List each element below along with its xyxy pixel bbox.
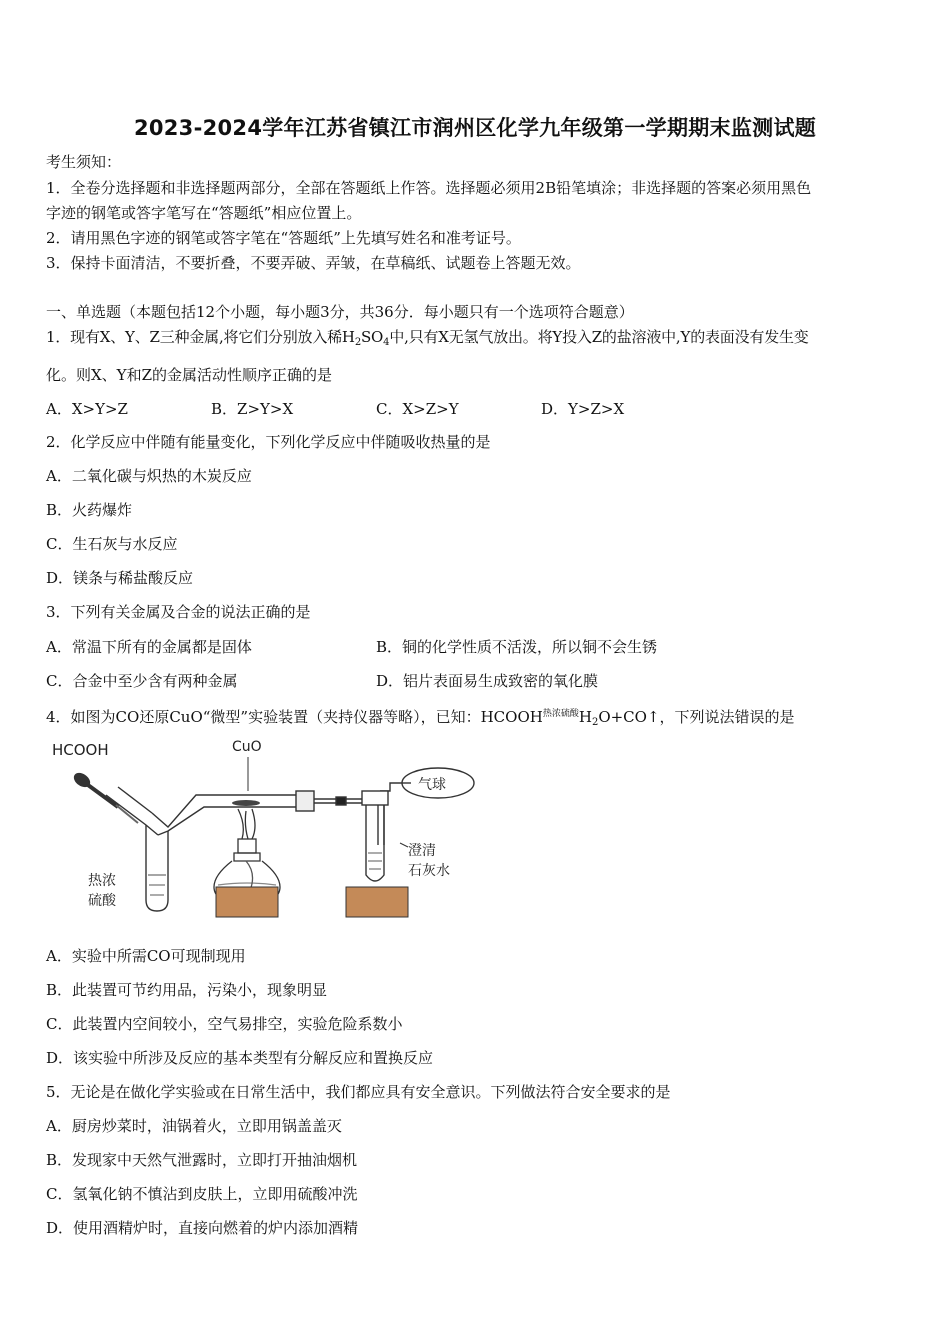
q5-option-c[interactable]: C．氢氧化钠不慎沾到皮肤上，立即用硫酸冲洗	[46, 1185, 358, 1203]
acid-label-1: 热浓	[88, 873, 116, 889]
q4-option-b[interactable]: B．此装置可节约用品，污染小，现象明显	[46, 981, 328, 999]
notice-item-1-cont: 字迹的钢笔或答字笔写在“答题纸”相应位置上。	[46, 204, 362, 222]
cuo-label: CuO	[232, 739, 262, 755]
wooden-block-right	[346, 887, 408, 917]
q5-option-d[interactable]: D．使用酒精炉时，直接向燃着的炉内添加酒精	[46, 1219, 359, 1237]
notice-item-3: 3．保持卡面清洁，不要折叠，不要弄破、弄皱，在草稿纸、试题卷上答题无效。	[46, 254, 581, 272]
section-heading: 一、单选题（本题包括12个小题，每小题3分，共36分．每小题只有一个选项符合题意）	[46, 303, 634, 321]
q1-option-c[interactable]: C．X>Z>Y	[376, 400, 459, 418]
dropper-icon	[71, 770, 138, 823]
balloon-label: 气球	[418, 777, 446, 793]
experiment-apparatus-figure	[46, 735, 486, 925]
notice-item-2: 2．请用黑色字迹的钢笔或答字笔在“答题纸”上先填写姓名和准考证号。	[46, 229, 521, 247]
q2-option-d[interactable]: D．镁条与稀盐酸反应	[46, 569, 194, 587]
q5-stem: 5．无论是在做化学实验或在日常生活中，我们都应具有安全意识。下列做法符合安全要求的是	[46, 1083, 671, 1101]
hcooh-label: HCOOH	[52, 741, 109, 759]
limewater-label-2: 石灰水	[408, 863, 450, 879]
q3-stem: 3．下列有关金属及合金的说法正确的是	[46, 603, 311, 621]
acid-label-2: 硫酸	[88, 893, 116, 909]
q4-option-a[interactable]: A．实验中所需CO可现制现用	[46, 947, 246, 965]
q5-option-a[interactable]: A．厨房炒菜时，油锅着火，立即用锅盖盖灭	[46, 1117, 342, 1135]
q4-stem: 4．如图为CO还原CuO“微型”实验装置（夹持仪器等略），已知：$HCOOH^{热浓硫酸}H_2O+CO↑$，下列说法错误的是	[46, 708, 795, 728]
q3-option-d[interactable]: D．铝片表面易生成致密的氧化膜	[376, 672, 599, 690]
notice-item-1: 1．全卷分选择题和非选择题两部分，全部在答题纸上作答。选择题必须用2B铅笔填涂；非选择题的答案必须用黑色	[46, 179, 812, 197]
q5-option-b[interactable]: B．发现家中天然气泄露时，立即打开抽油烟机	[46, 1151, 358, 1169]
notice-heading: 考生须知：	[46, 153, 122, 171]
q3-option-c[interactable]: C．合金中至少含有两种金属	[46, 672, 238, 690]
q2-stem: 2．化学反应中伴随有能量变化，下列化学反应中伴随吸收热量的是	[46, 433, 491, 451]
q2-option-c[interactable]: C．生石灰与水反应	[46, 535, 178, 553]
limewater-label-1: 澄清	[408, 843, 436, 859]
test-tube-icon	[362, 791, 388, 881]
q2-option-a[interactable]: A．二氧化碳与炽热的木炭反应	[46, 467, 252, 485]
q3-option-b[interactable]: B．铜的化学性质不活泼，所以铜不会生锈	[376, 638, 658, 656]
q1-option-d[interactable]: D．Y>Z>X	[541, 400, 625, 418]
q1-stem-line2: 化。则X、Y和Z的金属活动性顺序正确的是	[46, 366, 333, 384]
page-title: 2023-2024学年江苏省镇江市润州区化学九年级第一学期期末监测试题	[133, 116, 817, 140]
q1-option-a[interactable]: A．X>Y>Z	[46, 400, 128, 418]
q2-option-b[interactable]: B．火药爆炸	[46, 501, 133, 519]
y-tube-icon	[106, 787, 314, 911]
q4-option-c[interactable]: C．此装置内空间较小，空气易排空，实验危险系数小	[46, 1015, 403, 1033]
q3-option-a[interactable]: A．常温下所有的金属都是固体	[46, 638, 252, 656]
q4-option-d[interactable]: D．该实验中所涉及反应的基本类型有分解反应和置换反应	[46, 1049, 434, 1067]
q1-option-b[interactable]: B．Z>Y>X	[211, 400, 294, 418]
wooden-block-left	[216, 887, 278, 917]
q1-stem-line1: 1．现有X、Y、Z三种金属,将它们分别放入稀$H_2SO_4$中,只有X无氢气放出。将Y投入Z的盐溶液中,Y的表面没有发生变	[46, 328, 809, 348]
